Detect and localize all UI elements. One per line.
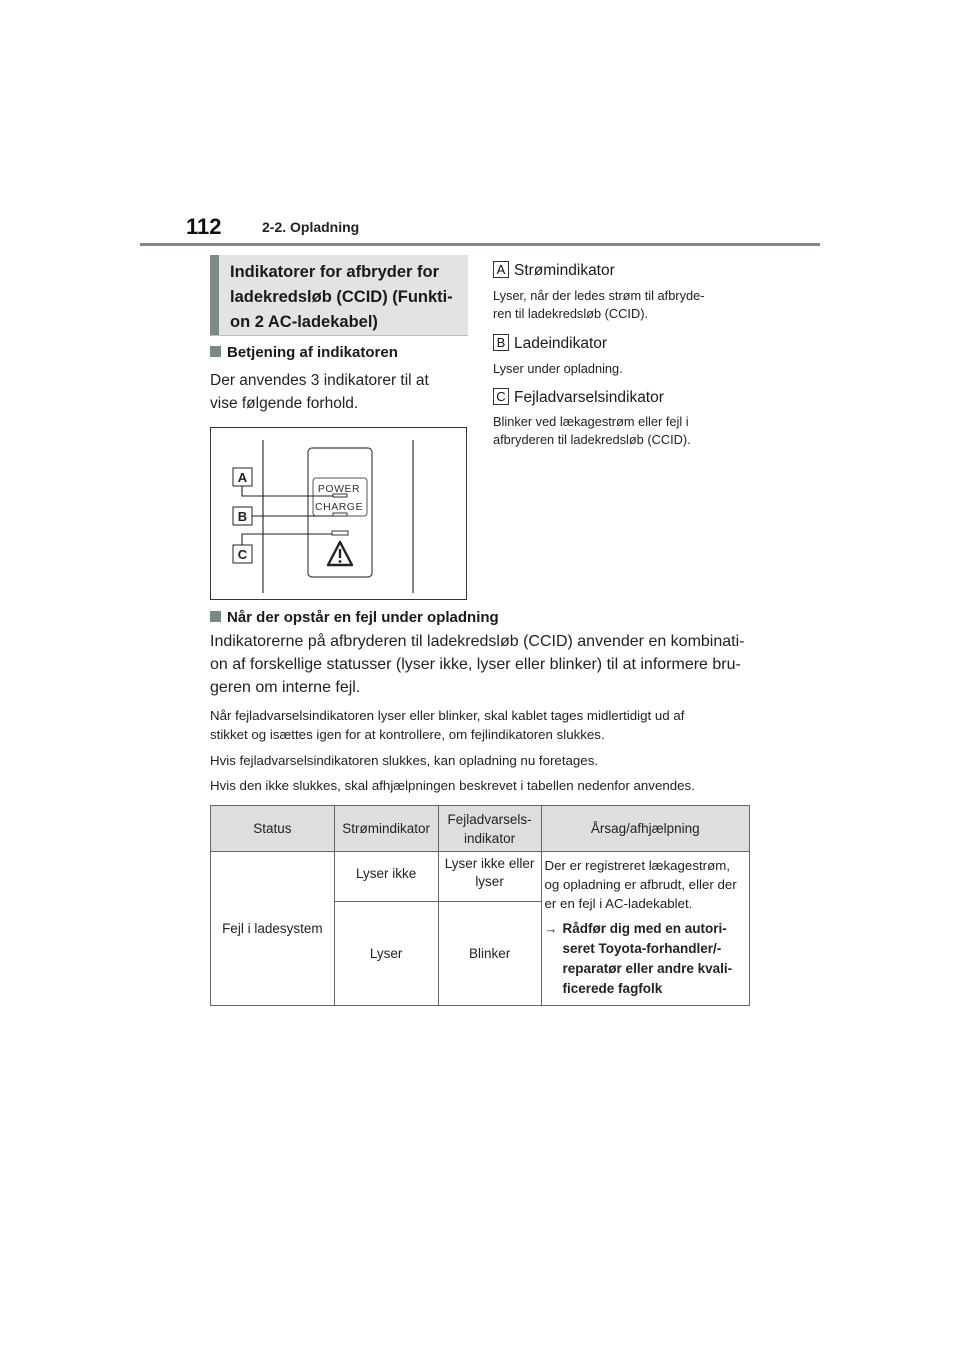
operation-text-line: Der anvendes 3 indikatorer til at — [210, 372, 429, 389]
callout-c-label: C — [237, 547, 248, 562]
note-off: Hvis fejladvarselsindikatoren slukkes, kan opladning nu foretages. — [210, 753, 599, 768]
key-b-icon: B — [493, 334, 509, 351]
header-fault: Fejladvarsels- indikator — [438, 806, 541, 852]
error-paragraph-line: Indikatorerne på afbryderen til ladekredsløb (CCID) anvender en kombinati- — [210, 633, 745, 650]
error-paragraph — [210, 630, 770, 699]
indicator-c-desc: Blinker ved lækagestrøm eller fejl i afbryderen til ladekredsløb (CCID). — [493, 414, 691, 447]
header-status: Status — [211, 806, 335, 852]
charge-led — [333, 513, 347, 516]
charge-text: CHARGE — [315, 501, 363, 513]
header-power: Strømindikator — [334, 806, 438, 852]
heading-underline — [210, 335, 468, 336]
indicator-a-title: A Strømindikator — [493, 261, 753, 280]
cause-cell — [541, 852, 749, 1006]
heading-line: Indikatorer for afbryder for — [230, 263, 440, 281]
indicator-b-title: B Ladeindikator — [493, 334, 753, 353]
note-line: Når fejladvarselsindikatoren lyser eller blinker, skal kablet tages midlertidigt ud af — [210, 708, 685, 723]
error-paragraph-line: geren om interne fejl. — [210, 679, 361, 696]
heading-line: ladekredsløb (CCID) (Funkti- — [230, 288, 453, 306]
page-number: 112 — [186, 214, 222, 239]
operation-heading-text: Betjening af indikatoren — [227, 344, 398, 361]
table-row — [211, 852, 750, 902]
ccid-diagram — [211, 428, 466, 599]
indicator-c-title: C Fejladvarselsindikator — [493, 388, 753, 407]
note-reconnect — [210, 706, 770, 744]
error-heading-text: Når der opstår en fejl under opladning — [227, 609, 499, 626]
error-paragraph-line: on af forskellige statusser (lyser ikke, lyser eller blinker) til at informere bru- — [210, 656, 741, 673]
table-header-row — [211, 806, 750, 852]
note-not-off: Hvis den ikke slukkes, skal afhjælpningen beskrevet i tabellen nedenfor anvendes. — [210, 778, 695, 793]
indicator-a-desc: Lyser, når der ledes strøm til afbryde- ren til ladekredsløb (CCID). — [493, 288, 705, 321]
indicator-heading-box — [210, 255, 468, 335]
callout-a-label: A — [237, 470, 248, 485]
section-title: 2-2. Opladning — [262, 219, 360, 235]
square-bullet-icon — [210, 611, 221, 622]
callout-b-label: B — [237, 509, 248, 524]
arrow-right-icon: → — [544, 921, 558, 936]
power-cell: Lyser — [334, 901, 438, 1005]
power-cell: Lyser ikke — [334, 852, 438, 902]
power-text: POWER — [317, 483, 361, 495]
fault-led — [332, 531, 348, 535]
header-divider — [140, 243, 820, 246]
error-heading — [210, 609, 499, 626]
indicator-b-desc: Lyser under opladning. — [493, 361, 623, 376]
operation-heading — [210, 344, 398, 361]
ccid-figure — [210, 427, 467, 600]
indicator-list — [493, 261, 753, 449]
action-line — [545, 919, 746, 999]
square-bullet-icon — [210, 346, 221, 357]
heading-line: on 2 AC-ladekabel) — [230, 313, 378, 331]
fault-table — [210, 805, 750, 1006]
fault-cell: Blinker — [438, 901, 541, 1005]
operation-text — [210, 369, 429, 415]
operation-text-line: vise følgende forhold. — [210, 395, 359, 412]
cause-text: Der er registreret lækagestrøm, og opladning er afbrudt, eller der er en fejl i AC-ladekablet. — [544, 858, 737, 911]
action-text: Rådfør dig med en autori-seret Toyota-forhandler/-reparatør eller andre kvali-ficerede fagfolk — [562, 921, 733, 996]
status-cell: Fejl i ladesystem — [211, 852, 335, 1006]
fault-cell: Lyser ikke eller lyser — [438, 852, 541, 902]
header-cause: Årsag/afhjælpning — [541, 806, 749, 852]
note-line: stikket og isættes igen for at kontrollere, om fejlindikatoren slukkes. — [210, 727, 605, 742]
key-a-icon: A — [493, 261, 509, 278]
key-c-icon: C — [493, 388, 509, 405]
